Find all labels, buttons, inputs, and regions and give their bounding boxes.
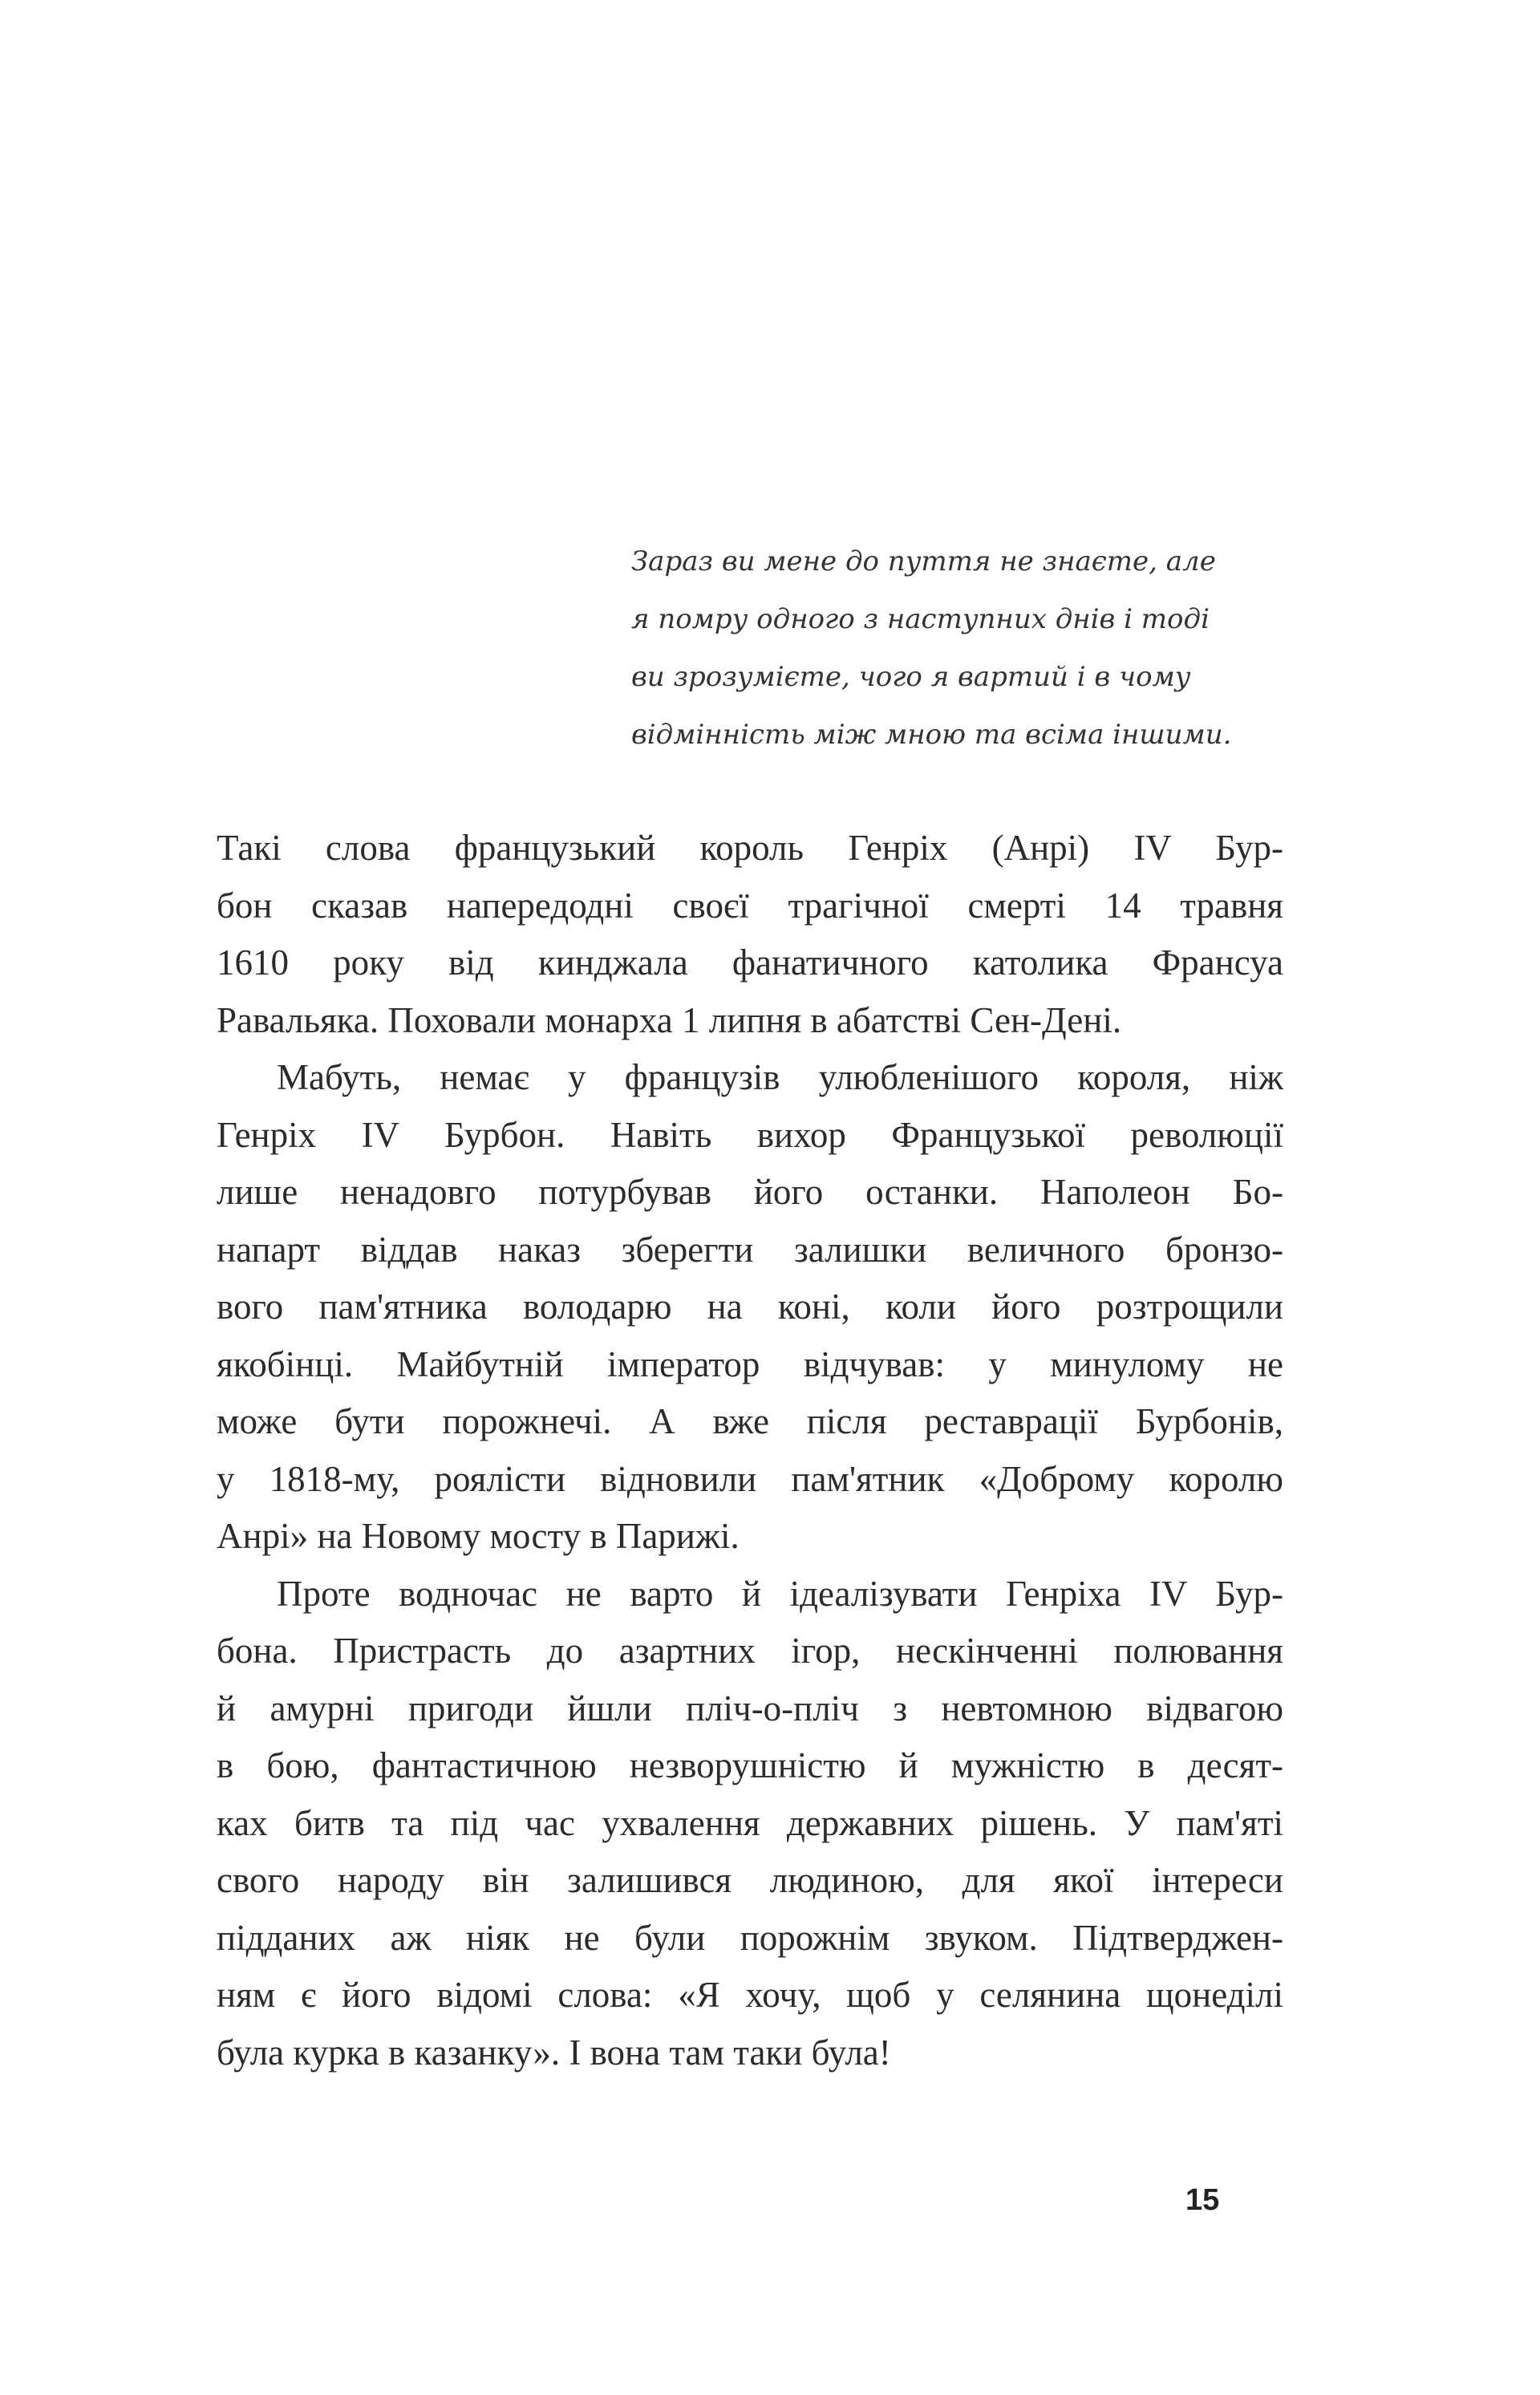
text-line: Проте водночас не варто й ідеалізувати Генріха IV Бур- bbox=[277, 1573, 1283, 1614]
text-line: ням є його відомі слова: «Я хочу, щоб у селянина щонеділі bbox=[217, 1975, 1283, 2015]
epigraph-line: відмінність між мною та всіма іншими. bbox=[631, 719, 1232, 751]
text-line: у 1818-му, роялісти відновили пам'ятник «Доброму королю bbox=[217, 1458, 1283, 1499]
text-line: й амурні пригоди йшли пліч-о-пліч з невтомною відвагою bbox=[217, 1688, 1283, 1728]
epigraph-line: ви зрозумієте, чого я вартий і в чому bbox=[631, 661, 1191, 693]
text-line: підданих аж ніяк не були порожнім звуком. Підтверджен- bbox=[217, 1917, 1283, 1958]
text-line: Мабуть, немає у французів улюбленішого короля, ніж bbox=[277, 1057, 1283, 1097]
text-line: в бою, фантастичною незворушністю й мужністю в десят- bbox=[217, 1745, 1283, 1785]
epigraph-line: Зараз ви мене до пуття не знаєте, але bbox=[631, 545, 1216, 577]
text-line: Анрі» на Новому мосту в Парижі. bbox=[217, 1516, 740, 1556]
text-line: може бути порожнечі. А вже після реставрації Бурбонів, bbox=[217, 1401, 1283, 1441]
text-line: вого пам'ятника володарю на коні, коли його розтрощили bbox=[217, 1287, 1283, 1327]
text-line: напарт віддав наказ зберегти залишки величного бронзо- bbox=[217, 1229, 1283, 1270]
body-text bbox=[217, 820, 1283, 2081]
text-line: бон сказав напередодні своєї трагічної смерті 14 травня bbox=[217, 885, 1283, 926]
text-line: ках битв та під час ухвалення державних рішень. У пам'яті bbox=[217, 1802, 1283, 1843]
text-line: якобінці. Майбутній імператор відчував: у минулому не bbox=[217, 1343, 1283, 1384]
text-line: була курка в казанку». І вона там таки була! bbox=[217, 2032, 891, 2073]
epigraph-quote bbox=[631, 533, 1297, 764]
epigraph-line: я помру одного з наступних днів і тоді bbox=[631, 603, 1210, 635]
text-line: бона. Пристрасть до азартних ігор, нескінченні полювання bbox=[217, 1631, 1283, 1671]
text-line: 1610 року від кинджала фанатичного католика Франсуа bbox=[217, 942, 1283, 983]
text-line: свого народу він залишився людиною, для якої інтереси bbox=[217, 1860, 1283, 1900]
page-number: 15 bbox=[1185, 2183, 1220, 2217]
text-line: Генріх IV Бурбон. Навіть вихор Французької революції bbox=[217, 1114, 1283, 1155]
text-line: лише ненадовго потурбував його останки. Наполеон Бо- bbox=[217, 1172, 1283, 1212]
text-line: Равальяка. Поховали монарха 1 липня в абатстві Сен-Дені. bbox=[217, 999, 1122, 1040]
text-line: Такі слова французький король Генріх (Анрі) IV Бур- bbox=[217, 828, 1283, 868]
